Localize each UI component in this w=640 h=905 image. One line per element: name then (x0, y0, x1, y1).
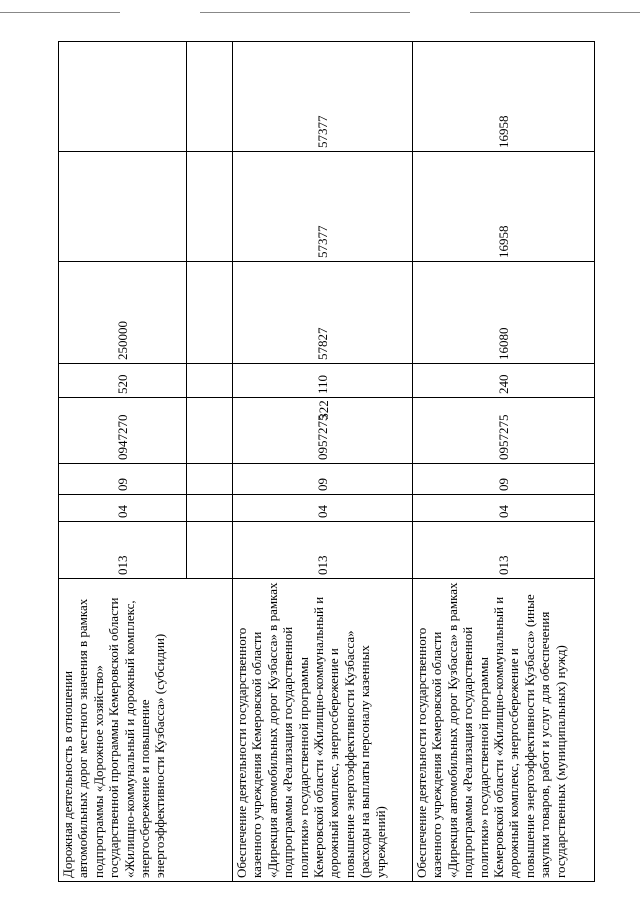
cell-amount-2: 16958 (413, 152, 595, 262)
top-rule-left (0, 12, 120, 13)
cell-expense-type: 110 (233, 364, 413, 398)
cell-amount-2: 57377 (233, 152, 413, 262)
cell-amount-2 (59, 152, 187, 262)
cell-ministry-code: 013 (413, 522, 595, 579)
top-rule-right (470, 12, 640, 13)
cell-target-item: 0957275 (233, 398, 413, 464)
budget-table-rotated (58, 42, 596, 882)
cell-expense-type: 520 (59, 364, 187, 398)
cell-amount-1: 16080 (413, 262, 595, 364)
cell-amount-1: 250000 (59, 262, 187, 364)
budget-table (58, 41, 595, 882)
cell-subsection: 09 (59, 464, 187, 495)
cell-section: 04 (413, 495, 595, 522)
empty-cell (187, 42, 233, 152)
row-description: Дорожная деятельность в отношении автомобильных дорог местного значения в рамках подпрограммы «Дорожное хозяйство» государственной программы Кемеровской области «Жилищно-коммунальный и дорожный комплекс, энергосбережение и повышение энергоэффективности Кузбасса» (субсидии) (59, 579, 233, 882)
top-rule-middle (200, 12, 410, 13)
empty-cell (187, 398, 233, 464)
empty-cell (187, 152, 233, 262)
cell-amount-3 (59, 42, 187, 152)
cell-amount-3: 16958 (413, 42, 595, 152)
empty-cell (187, 262, 233, 364)
empty-cell (187, 522, 233, 579)
cell-ministry-code: 013 (233, 522, 413, 579)
empty-cell (187, 464, 233, 495)
table-row (59, 42, 187, 882)
empty-cell (187, 364, 233, 398)
cell-subsection: 09 (413, 464, 595, 495)
cell-section: 04 (233, 495, 413, 522)
empty-cell (187, 495, 233, 522)
cell-target-item: 0947270 (59, 398, 187, 464)
row-description: Обеспечение деятельности государственного казенного учреждения Кемеровской области «Дирекция автомобильных дорог Кузбасса» в рамках подпрограммы «Реализация государственной политики» государственной программы Кемеровской области «Жилищно-коммунальный и дорожный комплекс, энергосбережение и повышение энергоэффективности Кузбасса» (расходы на выплаты персоналу казенных учреждений) (233, 579, 413, 882)
cell-expense-type: 240 (413, 364, 595, 398)
cell-amount-3: 57377 (233, 42, 413, 152)
page-number: 322 (316, 400, 331, 420)
row-description: Обеспечение деятельности государственного казенного учреждения Кемеровской области «Дирекция автомобильных дорог Кузбасса» в рамках подпрограммы «Реализация государственной политики» государственной программы Кемеровской области «Жилищно-коммунальный и дорожный комплекс, энергосбережение и повышение энергоэффективности Кузбасса» (иные закупки товаров, работ и услуг для обеспечения государственных (муниципальных) нужд) (413, 579, 595, 882)
table-row (413, 42, 595, 882)
cell-subsection: 09 (233, 464, 413, 495)
table-row (233, 42, 413, 882)
cell-ministry-code: 013 (59, 522, 187, 579)
cell-amount-1: 57827 (233, 262, 413, 364)
cell-target-item: 0957275 (413, 398, 595, 464)
cell-section: 04 (59, 495, 187, 522)
